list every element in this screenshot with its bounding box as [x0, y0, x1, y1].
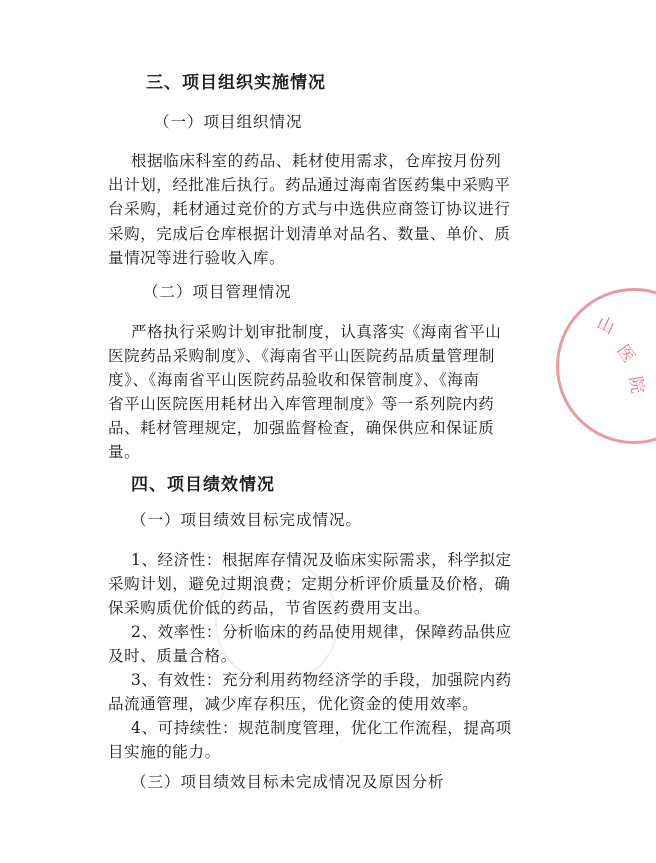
subsection-3-2-heading: （二）项目管理情况 — [143, 283, 292, 301]
paragraph-line: 保采购质优价低的药品，节省医药费用支出。 — [108, 599, 431, 617]
paragraph-line: 3、有效性：充分利用药物经济学的手段，加强院内药 — [131, 671, 512, 689]
paragraph-line: 省平山医院医用耗材出入库管理制度》等一系列院内药 — [108, 395, 495, 413]
paragraph-line: 严格执行采购计划审批制度，认真落实《海南省平山 — [131, 323, 502, 341]
paragraph-line: 出计划，经批准后执行。药品通过海南省医药集中采购平 — [108, 176, 511, 194]
subsection-4-3-heading: （三）项目绩效目标未完成情况及原因分析 — [131, 773, 445, 791]
paragraph-line: 量情况等进行验收入库。 — [108, 249, 286, 267]
paragraph-line: 采购，完成后仓库根据计划清单对品名、数量、单价、质 — [108, 225, 511, 243]
paragraph-line: 2、效率性：分析临床的药品使用规律，保障药品供应 — [131, 623, 512, 641]
seal-char: 山 — [593, 313, 618, 339]
paragraph-line: 度》、《海南省平山医院药品验收和保管制度》、《海南 — [108, 371, 480, 389]
paragraph-line: 品、耗材管理规定，加强监督检查，确保供应和保证质 — [108, 419, 495, 437]
paragraph-line: 采购计划，避免过期浪费；定期分析评价质量及价格，确 — [108, 575, 511, 593]
paragraph-line: 目实施的能力。 — [108, 743, 221, 761]
section-3-heading: 三、项目组织实施情况 — [146, 73, 326, 93]
paragraph-line: 品流通管理，减少库存积压，优化资金的使用效率。 — [108, 695, 479, 713]
section-4-heading: 四、项目绩效情况 — [131, 475, 275, 495]
paragraph-line: 量。 — [108, 443, 141, 461]
faint-seal-watermark — [215, 560, 339, 684]
paragraph-line: 台采购，耗材通过竞价的方式与中选供应商签订协议进行 — [108, 200, 511, 218]
subsection-4-1-heading: （一）项目绩效目标完成情况。 — [131, 511, 363, 529]
paragraph-line: 及时、质量合格。 — [108, 647, 237, 665]
paragraph-line: 医院药品采购制度》、《海南省平山医院药品质量管理制 — [108, 347, 496, 365]
paragraph-line: 1、经济性：根据库存情况及临床实际需求，科学拟定 — [131, 551, 512, 569]
paragraph-line: 根据临床科室的药品、耗材使用需求，仓库按月份列 — [131, 152, 502, 170]
seal-char: 院 — [624, 374, 648, 396]
subsection-3-1-heading: （一）项目组织情况 — [154, 113, 303, 131]
paragraph-line: 4、可持续性：规范制度管理，优化工作流程，提高项 — [131, 719, 512, 737]
seal-char: 医 — [612, 341, 639, 367]
